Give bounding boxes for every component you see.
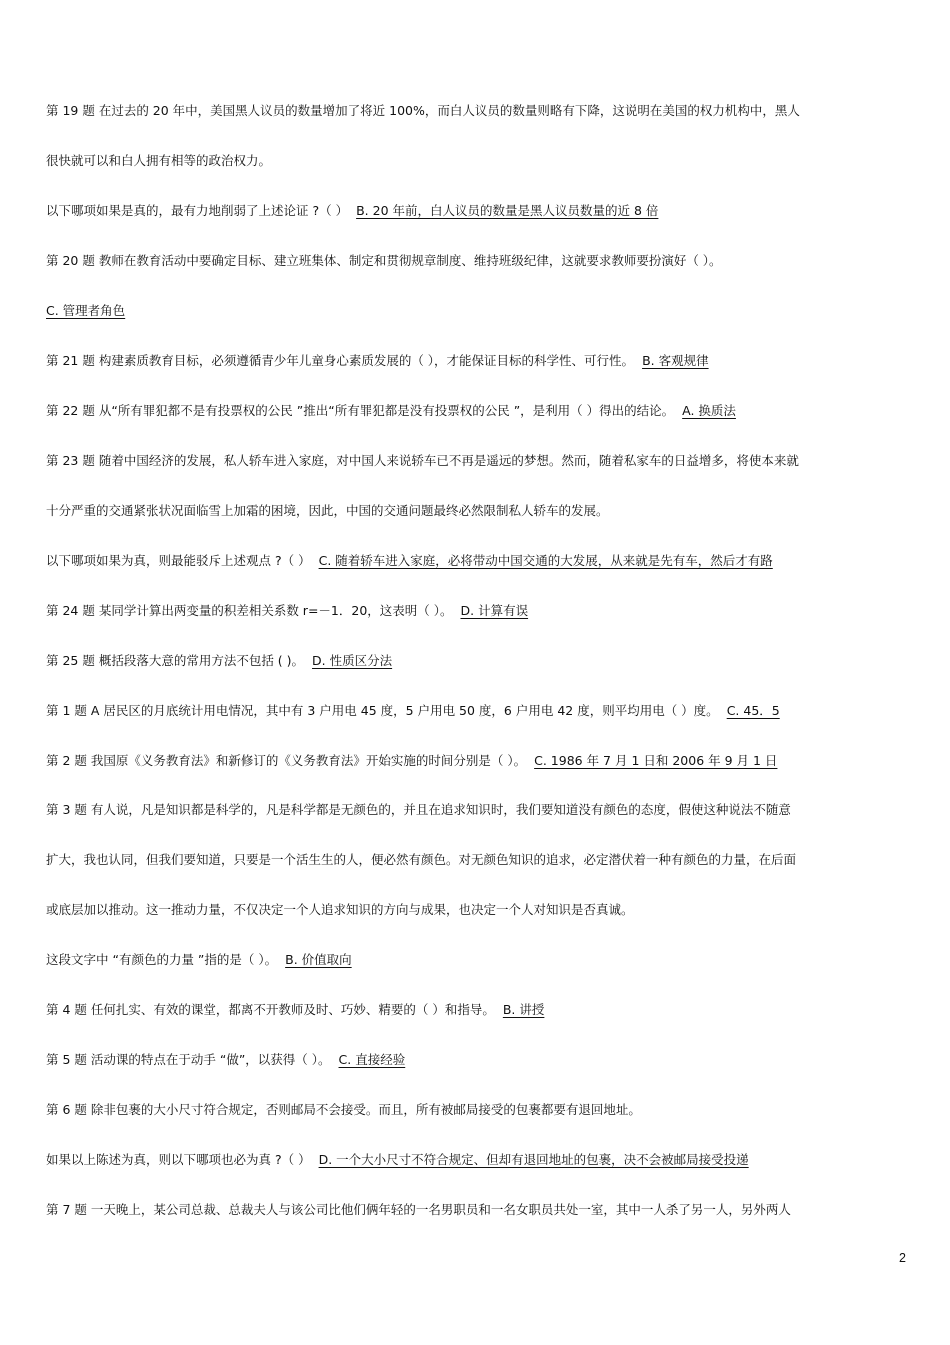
line-text: 或底层加以推动。这一推动力量，不仅决定一个人追求知识的方向与成果，也决定一个人对知识是否真诚。 — [46, 902, 634, 917]
text-line — [46, 402, 906, 420]
text-line — [46, 152, 906, 170]
line-text: 第 1 题 A 居民区的月底统计用电情况，其中有 3 户用电 45 度，5 户用电 50 度，6 户用电 42 度，则平均用电（ ）度。 — [46, 703, 719, 718]
line-text: 第 6 题 除非包裹的大小尺寸符合规定，否则邮局不会接受。而且，所有被邮局接受的包裹都要有退回地址。 — [46, 1102, 641, 1117]
text-line — [46, 302, 906, 320]
text-line — [46, 1051, 906, 1069]
line-text: 第 25 题 概括段落大意的常用方法不包括 ( )。 — [46, 653, 305, 668]
text-line — [46, 552, 906, 570]
text-line — [46, 102, 906, 120]
text-line — [46, 352, 906, 370]
answer-text: A. 换质法 — [682, 403, 736, 418]
line-text: 十分严重的交通紧张状况面临雪上加霜的困境，因此，中国的交通问题最终必然限制私人轿车的发展。 — [46, 503, 609, 518]
page-number: 2 — [899, 1251, 906, 1265]
answer-text: C. 1986 年 7 月 1 日和 2006 年 9 月 1 日 — [534, 753, 778, 768]
text-line — [46, 1001, 906, 1019]
text-line — [46, 851, 906, 869]
answer-text: D. 一个大小尺寸不符合规定、但却有退回地址的包裹，决不会被邮局接受投递 — [318, 1152, 749, 1167]
text-line — [46, 1201, 906, 1219]
answer-text: D. 计算有误 — [460, 603, 529, 618]
text-line — [46, 1101, 906, 1119]
line-text: 第 21 题 构建素质教育目标，必须遵循青少年儿童身心素质发展的（ ），才能保证目标的科学性、可行性。 — [46, 353, 635, 368]
line-text: 第 3 题 有人说，凡是知识都是科学的，凡是科学都是无颜色的，并且在追求知识时，我们要知道没有颜色的态度，假使这种说法不随意 — [46, 802, 791, 817]
answer-text: B. 讲授 — [502, 1002, 545, 1017]
answer-text: D. 性质区分法 — [312, 653, 393, 668]
text-line — [46, 1151, 906, 1169]
answer-text: B. 客观规律 — [642, 353, 709, 368]
line-text: 以下哪项如果为真，则最能驳斥上述观点 ?（ ） — [46, 553, 311, 568]
line-text: 第 5 题 活动课的特点在于动手 “做”，以获得（ ）。 — [46, 1052, 331, 1067]
line-text: 这段文字中 “有颜色的力量 ”指的是（ ）。 — [46, 952, 278, 967]
answer-text: B. 20 年前，白人议员的数量是黑人议员数量的近 8 倍 — [356, 203, 659, 218]
text-line — [46, 702, 906, 720]
text-line — [46, 801, 906, 819]
line-text: 扩大，我也认同，但我们要知道，只要是一个活生生的人，便必然有颜色。对无颜色知识的追求，必定潜伏着一种有颜色的力量，在后面 — [46, 852, 797, 867]
text-line — [46, 951, 906, 969]
text-line — [46, 252, 906, 270]
text-line — [46, 602, 906, 620]
answer-text: C. 45．5 — [726, 703, 780, 718]
answer-text: C. 直接经验 — [338, 1052, 406, 1067]
answer-text: C. 随着轿车进入家庭，必将带动中国交通的大发展，从来就是先有车，然后才有路 — [318, 553, 773, 568]
line-text: 第 2 题 我国原《义务教育法》和新修订的《义务教育法》开始实施的时间分别是（ ）。 — [46, 753, 527, 768]
line-text: 很快就可以和白人拥有相等的政治权力。 — [46, 153, 272, 168]
line-text: 第 23 题 随着中国经济的发展，私人轿车进入家庭，对中国人来说轿车已不再是遥远的梦想。然而，随着私家车的日益增多，将使本来就 — [46, 453, 799, 468]
answer-text: B. 价值取向 — [285, 952, 352, 967]
text-line — [46, 752, 906, 770]
line-text: 第 19 题 在过去的 20 年中，美国黑人议员的数量增加了将近 100%，而白人议员的数量则略有下降，这说明在美国的权力机构中，黑人 — [46, 103, 800, 118]
text-line — [46, 502, 906, 520]
line-text: 第 4 题 任何扎实、有效的课堂，都离不开教师及时、巧妙、精要的（ ）和指导。 — [46, 1002, 495, 1017]
line-text: 第 24 题 某同学计算出两变量的积差相关系数 r=－1．20，这表明（ ）。 — [46, 603, 453, 618]
line-text: 第 7 题 一天晚上，某公司总裁、总裁夫人与该公司比他们俩年轻的一名男职员和一名女职员共处一室，其中一人杀了另一人，另外两人 — [46, 1202, 791, 1217]
text-line — [46, 452, 906, 470]
answer-text: C. 管理者角色 — [46, 303, 126, 318]
line-text: 第 20 题 教师在教育活动中要确定目标、建立班集体、制定和贯彻规章制度、维持班级纪律，这就要求教师要扮演好（ ）。 — [46, 253, 722, 268]
text-line — [46, 202, 906, 220]
text-line — [46, 652, 906, 670]
text-line — [46, 901, 906, 919]
line-text: 如果以上陈述为真，则以下哪项也必为真 ?（ ） — [46, 1152, 311, 1167]
line-text: 第 22 题 从“所有罪犯都不是有投票权的公民 ”推出“所有罪犯都是没有投票权的公民 ”，是利用（ ）得出的结论。 — [46, 403, 675, 418]
line-text: 以下哪项如果是真的，最有力地削弱了上述论证 ?（ ） — [46, 203, 349, 218]
